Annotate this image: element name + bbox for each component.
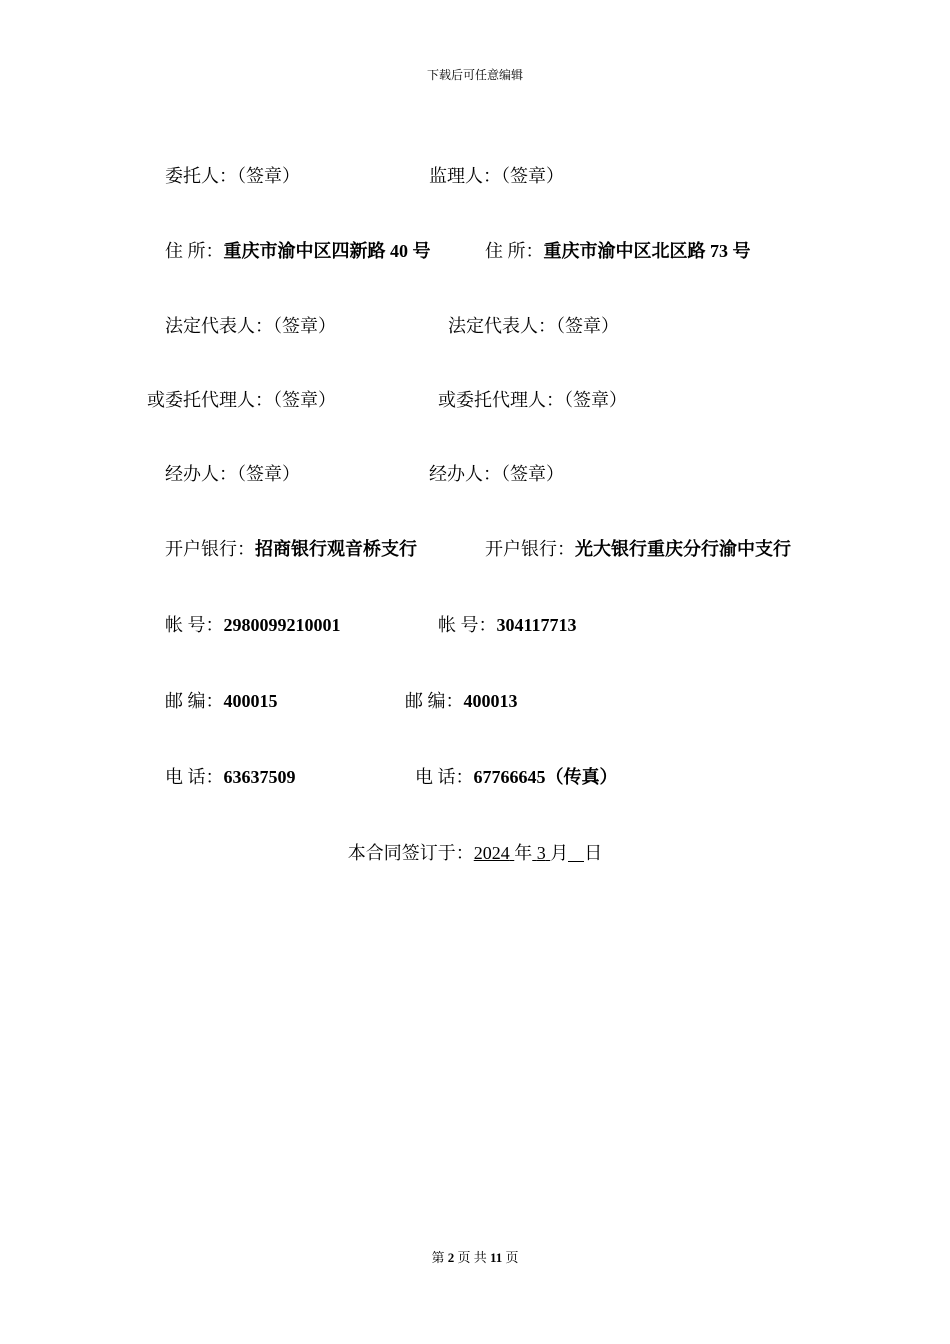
footer-mid: 页 共 xyxy=(457,1250,487,1265)
page-total: 11 xyxy=(489,1250,503,1265)
client-legal-rep: 法定代表人：（签章） xyxy=(165,316,336,336)
footer-suffix: 页 xyxy=(505,1250,519,1265)
account-label: 帐 号： xyxy=(438,615,497,635)
footer-prefix: 第 xyxy=(431,1250,445,1265)
day-blank xyxy=(568,843,584,862)
client-bank xyxy=(165,538,417,560)
supervisor-phone xyxy=(415,766,618,788)
signing-date xyxy=(0,842,950,864)
signing-year-unit: 年 xyxy=(514,843,533,863)
signing-month: 3 xyxy=(536,843,546,863)
supervisor-address xyxy=(485,240,751,262)
supervisor-address-value: 重庆市渝中区北区路 73 号 xyxy=(543,241,751,261)
client-address-value: 重庆市渝中区四新路 40 号 xyxy=(223,241,431,261)
supervisor-bank-value: 光大银行重庆分行渝中支行 xyxy=(575,539,791,559)
address-label: 住 所： xyxy=(485,241,544,261)
zip-label: 邮 编： xyxy=(165,691,224,711)
supervisor-bank xyxy=(485,538,791,560)
client-phone-value: 63637509 xyxy=(223,767,296,787)
bank-label: 开户银行： xyxy=(165,539,255,559)
supervisor-legal-rep: 法定代表人：（签章） xyxy=(448,316,619,336)
client-agent: 或委托代理人：（签章） xyxy=(147,390,336,410)
supervisor-zip xyxy=(405,690,518,712)
page-number: 2 xyxy=(447,1250,455,1265)
address-label: 住 所： xyxy=(165,241,224,261)
client-account xyxy=(165,614,341,636)
client-account-value: 2980099210001 xyxy=(223,615,341,635)
supervisor-account xyxy=(438,614,577,636)
bank-label: 开户银行： xyxy=(485,539,575,559)
client-phone xyxy=(165,766,296,788)
signing-year: 2024 xyxy=(473,843,510,863)
client-zip xyxy=(165,690,278,712)
client-zip-value: 400015 xyxy=(223,691,278,711)
signing-prefix: 本合同签订于： xyxy=(347,843,474,863)
client-handler: 经办人：（签章） xyxy=(165,464,300,484)
supervisor-zip-value: 400013 xyxy=(463,691,518,711)
client-address xyxy=(165,240,431,262)
signing-day-unit: 日 xyxy=(584,843,603,863)
supervisor-handler: 经办人：（签章） xyxy=(429,464,564,484)
account-label: 帐 号： xyxy=(165,615,224,635)
client-signature: 委托人：（签章） xyxy=(165,166,300,186)
signing-month-unit: 月 xyxy=(550,843,569,863)
supervisor-phone-value: 67766645（传真） xyxy=(473,767,618,787)
supervisor-agent: 或委托代理人：（签章） xyxy=(438,390,627,410)
phone-label: 电 话： xyxy=(415,767,474,787)
page-header: 下载后可任意编辑 xyxy=(426,68,523,82)
phone-label: 电 话： xyxy=(165,767,224,787)
page-footer xyxy=(0,1247,950,1266)
zip-label: 邮 编： xyxy=(405,691,464,711)
supervisor-account-value: 304117713 xyxy=(496,615,577,635)
supervisor-signature: 监理人：（签章） xyxy=(429,166,564,186)
client-bank-value: 招商银行观音桥支行 xyxy=(255,539,417,559)
